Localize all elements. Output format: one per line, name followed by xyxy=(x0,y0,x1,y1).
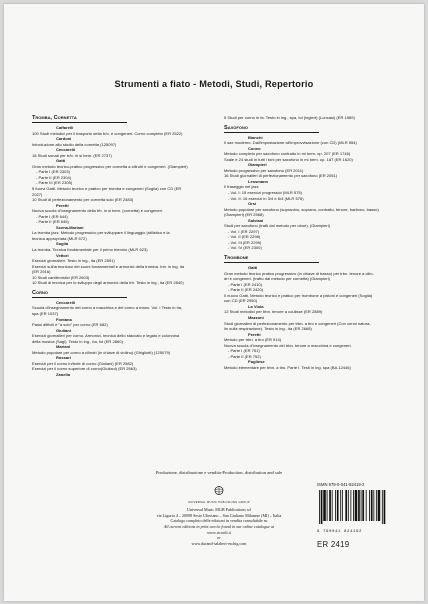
section-heading xyxy=(224,125,402,133)
catalog-entry: Introduzione allo studio della cornetta (125097) xyxy=(32,141,117,147)
author-name: Gatti xyxy=(248,265,258,271)
barcode-bar xyxy=(358,490,360,521)
author-name: Fontana xyxy=(56,316,72,322)
catalog-entry: La tromba jazz. Metodo progressivo per sviluppare il linguaggio (stilistico e la xyxy=(32,230,170,236)
catalog-entry: - Vol. III (ER 2299) xyxy=(228,239,262,245)
catalog-entry: - Parte II (ER 2304) xyxy=(36,174,72,180)
catalog-entry: Nuova scuola d'insegnamento del trbn. tenore a macchina e congeneri. xyxy=(224,342,352,348)
section-rule xyxy=(32,122,127,123)
author-name: Lessmann xyxy=(248,178,269,184)
barcode-bar xyxy=(348,490,349,521)
barcode-number: 9 790041 824192 xyxy=(317,530,363,534)
author-name: Pugliese xyxy=(248,359,265,365)
publisher-name: Universal Music MGB Publications srl xyxy=(187,507,251,513)
page-title-text: Strumenti a fiato - Metodi, Studi, Repertorio xyxy=(114,79,314,89)
barcode-bar xyxy=(340,490,341,521)
catalog-entry: - Vol. II: 16 esercizi in 3/4 e 6/4 (MLR 576) xyxy=(228,195,304,201)
product-codes xyxy=(317,482,407,549)
catalog-entry: - Parte I (ER 751) xyxy=(228,348,260,354)
barcode-bar xyxy=(378,490,381,521)
or-text: or xyxy=(217,535,221,541)
barcode-bar xyxy=(362,490,364,521)
author-name: Giuliani xyxy=(56,327,71,333)
url-durand[interactable]: www.durand-salabert-eschig.com xyxy=(191,540,247,546)
author-name: La Viola xyxy=(248,303,264,309)
catalog-entry: (ER 2916) xyxy=(32,269,51,275)
barcode-bar xyxy=(361,490,362,521)
section-heading xyxy=(32,115,210,123)
catalog-entry: 5 Studi per corno in fa. Testo in ing., spa, fol (inglert) (Loncasi) (ER 1589) xyxy=(224,115,355,120)
author-name: Ceccarelli xyxy=(56,299,76,305)
section-rule xyxy=(224,262,319,263)
catalog-entry: 10 Studi cantilenistici (ER 2603) xyxy=(32,274,90,280)
barcode-bar xyxy=(371,490,373,521)
barcode-bar xyxy=(321,490,323,524)
catalog-entry: La tromba. Tecnica fondamentale per il primo triennio (MLR 623) xyxy=(32,247,148,253)
catalog-entry: - Vol. II (ER 2298) xyxy=(228,234,261,240)
catalog-entry: Studi giornalieri di perfezionamento per trbn. a tiro e congeneri (Con cenni natura- xyxy=(224,320,371,326)
catalog-entry: - Parte II (ER 752) xyxy=(228,353,261,359)
barcode-bar xyxy=(335,490,336,521)
catalog-entry: (Giampieri) (ER 2568) xyxy=(224,212,264,218)
barcode-bar xyxy=(345,490,347,521)
catalog-entry: 18 Studi sonati per tr/b. in si bem. (ER 2737) xyxy=(32,152,112,158)
right-catalog-column xyxy=(224,115,402,370)
barcode-bar xyxy=(337,490,339,521)
author-name: Mazzoni xyxy=(248,314,264,320)
section-rule xyxy=(32,297,127,298)
universal-logo-icon xyxy=(212,486,226,498)
catalog-entry: 12 Studi melodici per trbn. tenore a coulisse (ER 2889) xyxy=(224,309,323,315)
catalog-entry: - Vol. I (ER 2297) xyxy=(228,228,260,234)
catalog-entry: lin sulla respirazione). Testo in ing., ita (ER 2668) xyxy=(224,326,312,332)
back-cover-page xyxy=(4,4,424,601)
barcode-bar xyxy=(323,490,326,521)
barcode-bar xyxy=(369,490,370,521)
catalog-entry: dri e congeneri. (tratto dal metodo per cornetta) (Giampieri) xyxy=(224,276,330,282)
barcode-bar xyxy=(342,490,343,521)
author-name: Giampieri xyxy=(248,162,267,168)
catalog-entry: - Vol. I: 15 esercizi progressivi (MLR 575) xyxy=(228,190,302,196)
author-name: Rossari xyxy=(56,355,71,361)
author-name: Gatti xyxy=(56,158,66,164)
catalog-entry: Metodo elementare per trbn. a tiro. Parte I. Testi in ing. spa (BA 12446) xyxy=(224,364,351,370)
catalog-entry: Metodo completo per saxofono contralto in mi bem. op. 207 (ER 1746) xyxy=(224,151,351,157)
catalog-entry: Esercizi per il corno in/trofe di corno (Giuliani) (ER 2582) xyxy=(32,360,134,366)
barcode-bar xyxy=(350,490,351,521)
section-heading xyxy=(224,255,402,263)
catalog-entry: 2027) xyxy=(32,191,43,197)
barcode-bar xyxy=(332,490,333,521)
catalog-entry: - Parte I (ER 644) xyxy=(36,213,68,219)
author-name: Caffarelli xyxy=(56,125,74,130)
catalog-entry: Esercizi giornalieri. Testo in ing., ita (ER 2891) xyxy=(32,258,115,264)
catalog-entry: 10 Studi di perfezionamento per cornetta solo (ER 2483) xyxy=(32,197,134,203)
catalog-entry: 10 Studi di tecnica per lo sviluppo degli armonici della trb. Testo in ing., ita (ER 2840) xyxy=(32,280,184,286)
barcode-bar xyxy=(353,490,354,521)
barcode-bar xyxy=(319,490,320,524)
catalog-notice-en: All current editions in print can be found in our online catalogue at xyxy=(163,523,275,529)
author-name: Bianchi xyxy=(248,134,263,140)
catalog-entry: - Parte II (ER 645) xyxy=(36,219,69,225)
author-name: Cardoni xyxy=(56,136,72,142)
catalog-entry: - Parte II (ER 2420) xyxy=(228,287,264,293)
logo-caption: UNIVERSAL MUSIC PUBLISHING GROUP xyxy=(188,500,250,504)
barcode-bar xyxy=(382,490,383,524)
catalog-entry: Il sax moderno. Dall'impostazione all'improvvisazione (con CD) (MLR 554) xyxy=(224,140,357,146)
barcode-bar xyxy=(329,490,331,521)
publisher-footer xyxy=(94,470,344,546)
edition-code: ER 2419 xyxy=(317,540,350,549)
author-name: Scena-Mariani xyxy=(56,224,84,230)
barcode-bar xyxy=(366,490,367,521)
barcode-bar xyxy=(355,490,358,521)
ismn-code: ISMN 979-0-041-82419-2 xyxy=(317,482,365,487)
catalog-entry: 5 fuorvi Gatti. Metodo teorico e pratico per tromba e congeneri (Soglia) con CD (ER xyxy=(32,186,182,192)
publisher-address: via Liguria 4 – 20098 Sesto Ulteriano – San Giuliano Milanese (MI) – Italia xyxy=(156,512,282,518)
catalog-entry: Scale e 24 studi in tutti i toni per saxofono in mi bem. op. 187 (ER 1620) xyxy=(224,156,353,162)
barcode-icon xyxy=(317,490,399,524)
section-heading-text: Tromba, Cornetta xyxy=(32,115,77,121)
catalog-entry: 16 Studi giornalieri di perfezionamento per saxofono (ER 2051) xyxy=(224,173,338,179)
barcode-bar xyxy=(327,490,328,521)
section-heading-text: Corno xyxy=(32,289,49,296)
section-heading-text: Saxofono xyxy=(224,124,248,131)
author-name: Vettori xyxy=(56,252,69,258)
author-name: Soglia xyxy=(56,241,69,247)
catalog-entry: Studi per saxofono (tratti dal metodo per oboe). (Giampieri) xyxy=(224,223,330,229)
catalog-entry: della musica (Sagi). Testo in ing., ita, fol (ER 2860) xyxy=(32,338,123,344)
page-title xyxy=(4,79,424,89)
catalog-entry: Metodo per trbn. a tiro (ER 914) xyxy=(224,337,282,343)
author-name: Mariani xyxy=(56,344,71,350)
catalog-entry: - Parte I (ER 2303) xyxy=(36,169,70,175)
catalog-entry: Nuova scuola d'insegnamento della trb. in si bem. (cornetta) e congeneri. xyxy=(32,208,164,214)
catalog-entry: Metodo popolare per saxofono (sopranino, soprano, contralto, tenore, baritono, basso) xyxy=(224,206,379,212)
barcode-bar xyxy=(376,490,377,521)
catalog-entry: Gran metodo teorico-pratico progressivo per cornetta a cilindri e congeneri. (Giampieri) xyxy=(32,163,188,169)
catalog-entry: Esercizi sull'armonioso dei suoni fondamentali e armonici della tromba. Intr. in ing. ita xyxy=(32,263,185,269)
barcode-bar xyxy=(384,490,386,524)
section-rule xyxy=(224,132,319,133)
catalog-entry: tecnica appropriata (MLR 572) xyxy=(32,235,87,241)
catalog-entry: Gran metodo teorico pratico progressivo (in chiave di basso) per trbn. tenore a cilin- xyxy=(224,270,374,276)
catalog-entry: spa (ER 1037) xyxy=(32,310,59,316)
catalog-entry: - Parte III (ER 2305) xyxy=(36,180,73,186)
catalog-entry: con CD (ER 2950) xyxy=(224,298,258,304)
url-ricordi[interactable]: www.ricordi.it xyxy=(207,529,231,535)
catalog-entry: 100 Studi melodici per il trasporto della tr/o. e congeneri. Corno completo (ER 2522) xyxy=(32,130,183,136)
catalog-entry: - Parte I (ER 2410) xyxy=(228,281,262,287)
barcode-bar xyxy=(373,490,374,521)
author-name: Ceccarelli xyxy=(56,147,76,153)
catalog-entry: Passi difficili e "a solo" per corno (ER 682) xyxy=(32,322,108,328)
production-notice: Produzione, distribuzione e vendita-Production, distribution and sale xyxy=(155,470,283,475)
left-catalog-column xyxy=(32,115,210,378)
author-name: Peretti xyxy=(248,331,261,337)
author-name: Zanella xyxy=(56,371,70,377)
catalog-entry: Metodo popolare per corno a cilindri (in chiave di violino) (Ghigliotti) (125079) xyxy=(32,349,171,355)
catalog-notice-it: Catalogo completo delle edizioni in vendita consultabile su xyxy=(170,518,268,524)
author-name: Orsi xyxy=(248,201,257,207)
author-name: Cuneo xyxy=(248,145,261,151)
catalog-entry: Il fraseggio nel jazz xyxy=(224,184,259,190)
author-name: Salviani xyxy=(248,217,264,223)
catalog-entry: Esercizi per il corno superiore di corno(Giuliani) (ER 2563) xyxy=(32,366,137,372)
catalog-entry: Esercizi giornalieri per corno. Armonici, tecnica dello staccato e legato e colonnina xyxy=(32,333,180,339)
author-name: Peretti xyxy=(56,202,69,208)
section-heading-text: Trombone xyxy=(224,255,249,262)
catalog-entry: Scuola d'insegnamento del corno a macchina e del corno a mano. Vol. I Testo in ita, xyxy=(32,305,183,311)
section-heading xyxy=(32,290,210,298)
catalog-entry: Il nuovo Gatti. Metodo teorico e pratico per trombone a pistoni e congeneri (Soglia) xyxy=(224,292,373,298)
catalog-entry: - Vol. IV (ER 2300) xyxy=(228,245,262,251)
catalog-entry: Metodo progressivo per saxofono (ER 2011) xyxy=(224,167,304,173)
